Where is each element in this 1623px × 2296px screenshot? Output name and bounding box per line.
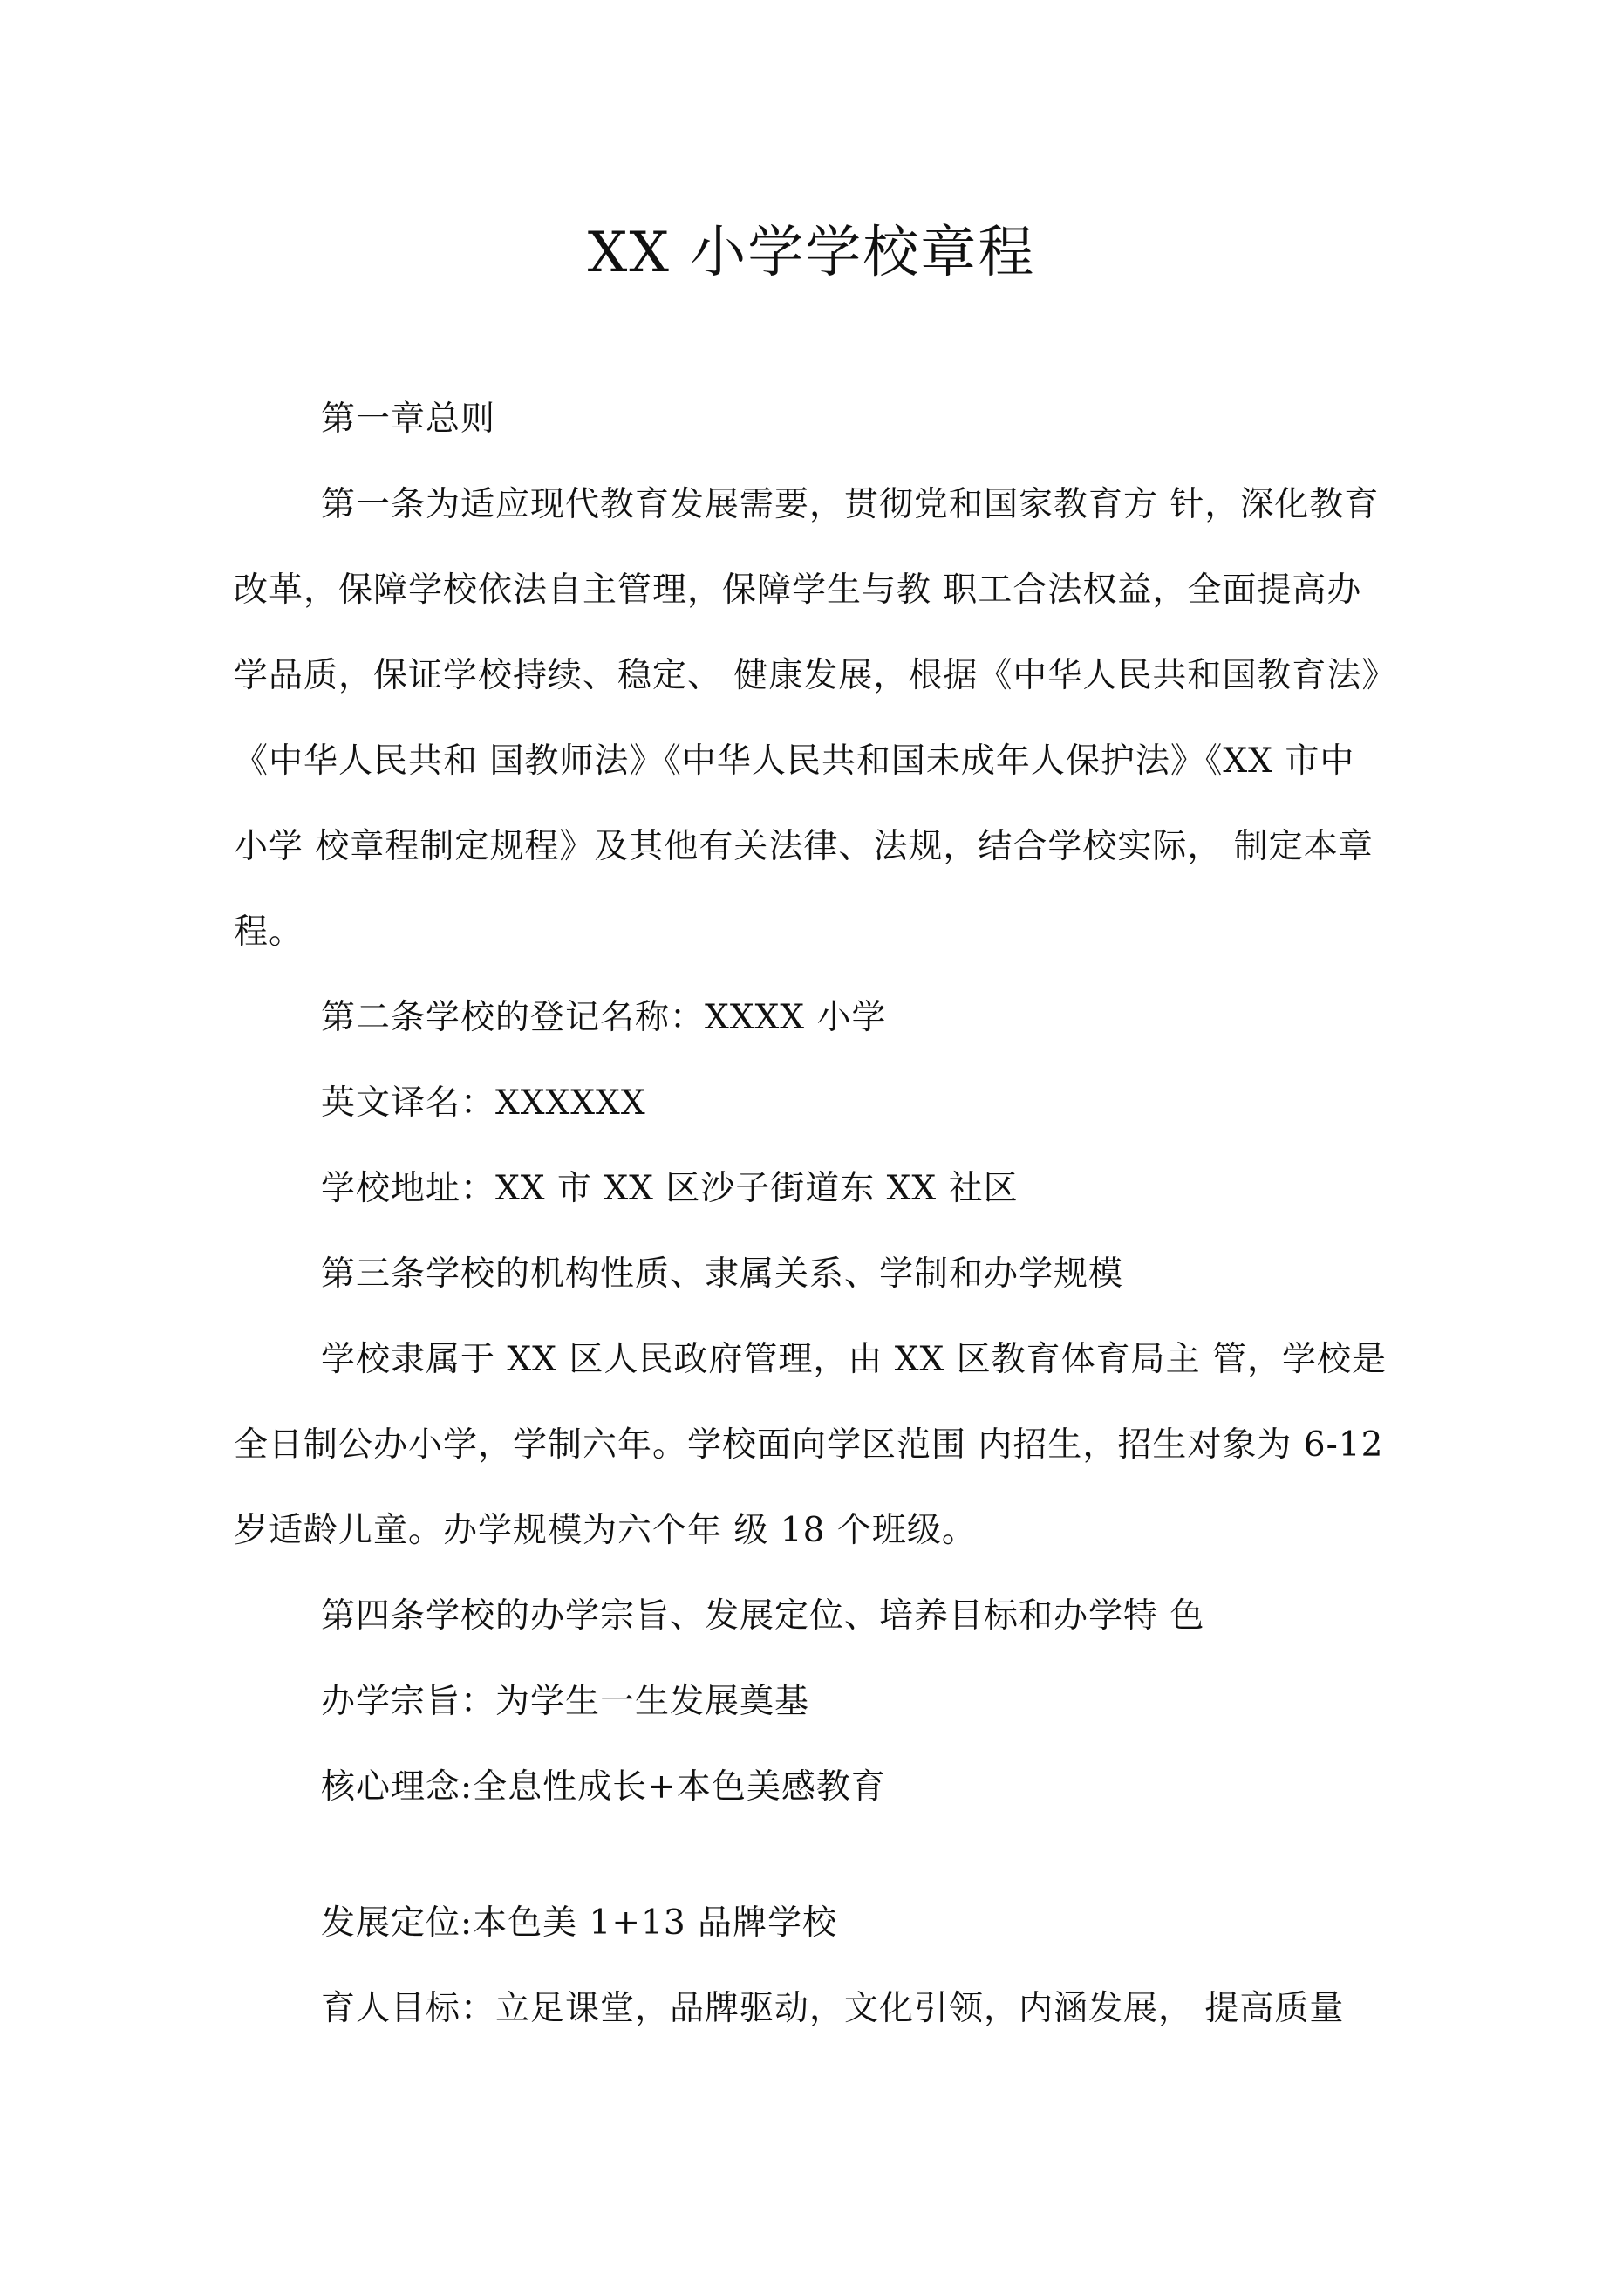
article-line: 育人目标：立足课堂，品牌驱动，文化引领，内涵发展， 提高质量 [321,1989,1345,2028]
document-body [234,377,1424,2052]
chapter-heading: 第一章总则 [321,400,496,439]
article-line: 核心理念:全息性成长+本色美感教育 [321,1767,886,1807]
paragraph-gap [234,1830,1424,1881]
article-line: 英文译名：XXXXXX [321,1083,646,1123]
paragraph-line: 改革，保障学校依法自主管理，保障学生与教 职工合法权益，全面提高办 [234,571,1362,610]
paragraph-line: 全日制公办小学，学制六年。学校面向学区范围 内招生，招生对象为 6-12 [234,1425,1384,1465]
paragraph-line: 程。 [234,912,304,952]
paragraph-line: 小学 校章程制定规程》及其他有关法律、法规，结合学校实际， 制定本章 [234,827,1374,866]
paragraph-line: 第一条为适应现代教育发展需要，贯彻党和国家教育方 针，深化教育 [321,485,1380,524]
article-line: 学校地址：XX 市 XX 区沙子街道东 XX 社区 [321,1169,1019,1208]
article-line: 第四条学校的办学宗旨、发展定位、培养目标和办学特 色 [321,1596,1205,1636]
paragraph-line: 《中华人民共和 国教师法》《中华人民共和国未成年人保护法》《XX 市中 [234,741,1355,781]
article-line: 第二条学校的登记名称：XXXX 小学 [321,998,887,1037]
paragraph-line: 岁适龄儿童。办学规模为六个年 级 18 个班级。 [234,1511,977,1550]
paragraph-line: 学校隶属于 XX 区人民政府管理，由 XX 区教育体育局主 管，学校是 [321,1340,1388,1379]
article-line: 办学宗旨：为学生一生发展奠基 [321,1682,810,1721]
article-line: 发展定位:本色美 1+13 品牌学校 [321,1903,838,1943]
document-title: XX 小学学校章程 [587,221,1036,285]
article-line: 第三条学校的机构性质、隶属关系、学制和办学规模 [321,1254,1124,1294]
paragraph-line: 学品质，保证学校持续、稳定、 健康发展，根据《中华人民共和国教育法》 [234,656,1397,695]
